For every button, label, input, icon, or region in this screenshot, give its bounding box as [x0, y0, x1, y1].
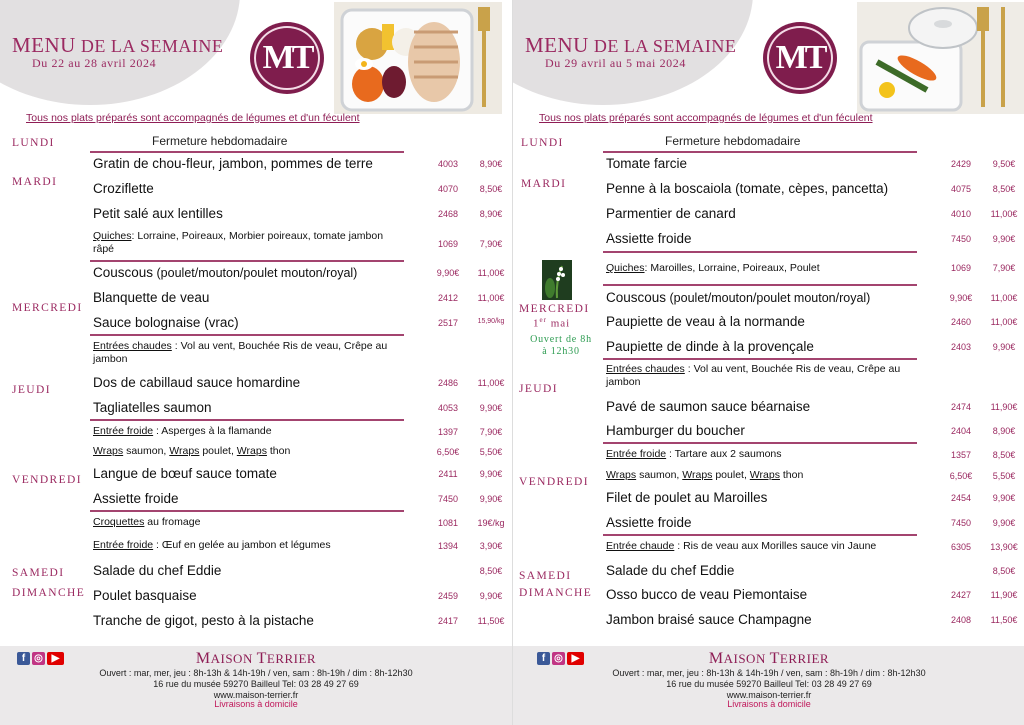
separator	[603, 284, 917, 286]
mt-logo: MT	[763, 22, 837, 94]
mt-logo: MT	[250, 22, 324, 94]
holiday-date: 1er mai	[533, 316, 571, 330]
intro-note: Tous nos plats préparés sont accompagnés de légumes et d'un féculent	[26, 112, 360, 124]
menu-dates: Du 29 avril au 5 mai 2024	[545, 56, 686, 70]
menu-title: MENU DE LA SEMAINE	[12, 33, 224, 57]
address: 16 rue du musée 59270 Bailleul Tel: 03 28 49 27 69	[153, 679, 359, 689]
separator	[90, 419, 404, 421]
day-lundi: LUNDI	[12, 137, 55, 149]
day-jeudi: JEUDI	[519, 383, 558, 395]
brand-name: MAISON TERRIER	[708, 650, 830, 667]
brand-name: MAISON TERRIER	[195, 650, 317, 667]
menu-week-1: MENU DE LA SEMAINE Du 22 au 28 avril 2024 MT Tous nos plats préparés sont accompagnés de légumes et d'un féculent LUNDI Fermeture hebdomadaire MARDI Gratin de chou-fleur, jambon, pommes de terre 4003 8,90€ Croziflette 4070 8,50€ Petit salé aux lentilles 2468 8,90€ Quiches: Lorraine, Poireaux, Morbier poireaux, tomate jambon râpé 1069 7,90€ Couscous (poulet/mouton/poulet mouton/royal) 9,90€ 11,00€ Blanquette de veau 2412 11,00€ MERCREDI Sauce bolognaise (vrac) 2517 15,90/kg Entrées chaudes : Vol au vent, Bouchée Ris de veau, Crêpe au jambon JEUDI Dos de cabillaud sauce homardine 2486 11,00€ Tagliatelles saumon 4053 9,90€ Entrée froide : Asperges à la flamande 1397 7,90€ Wraps saumon, Wraps poulet, Wraps thon 6,50€ 5,50€ VENDREDI Langue de bœuf sauce tomate 2411 9,90€ Assiette froide 7450 9,90€ Croquettes au fromage 1081 19€/kg Entrée froide : Œuf en gelée au jambon et légumes 1394 3,90€ SAMEDI Salade du chef Eddie 8,50€ DIMANCHE Poulet basquaise 2459 9,90€ Tranche de gigot, pesto à la pistache 2417 11,50€ f ◎ ▶ MAISON TERRIER Ouvert : mar, mer, jeu : 8h-13h & 14h-19h / ven, sam : 8h-19h / dim : 8h-12h30 16 rue du musée 59270 Bailleul Tel: 03 28 49 27 69 www.maison-terrier.fr Livraisons à domicile	[0, 0, 512, 725]
website-link[interactable]: www.maison-terrier.fr	[213, 690, 299, 700]
closed-note: Fermeture hebdomadaire	[152, 134, 288, 148]
day-mercredi: MERCREDI	[519, 303, 590, 315]
day-dimanche: DIMANCHE	[12, 587, 86, 599]
separator	[603, 534, 917, 536]
closed-note: Fermeture hebdomadaire	[665, 134, 801, 148]
facebook-icon[interactable]: f	[537, 652, 550, 665]
menu-week-2: MENU DE LA SEMAINE Du 29 avril au 5 mai 2024 MT Tous nos plats préparés sont accompagnés de légumes et d'un féculent LUNDI Fermeture hebdomadaire MARDI Tomate farcie 2429 9,50€ Penne à la boscaiola (tomate, cèpes, pancetta) 4075 8,50€ Parmentier de canard 4010 11,00€ Assiette froide 7450 9,90€ Quiches: Maroilles, Lorraine, Poireaux, Poulet 1069 7,90€ MERCREDI 1er mai Ouvert de 8h à 12h30 Couscous (poulet/mouton/poulet mouton/royal) 9,90€ 11,00€ Paupiette de veau à la normande 2460 11,00€ Paupiette de dinde à la provençale 2403 9,90€ Entrées chaudes : Vol au vent, Bouchée Ris de veau, Crêpe au jambon JEUDI Pavé de saumon sauce béarnaise 2474 11,90€ Hamburger du boucher 2404 8,90€ Entrée froide : Tartare aux 2 saumons 1357 8,50€ Wraps saumon, Wraps poulet, Wraps thon 6,50€ 5,50€ VENDREDI Filet de poulet au Maroilles 2454 9,90€ Assiette froide 7450 9,90€ Entrée chaude : Ris de veau aux Morilles sauce vin Jaune 6305 13,90€ SAMEDI Salade du chef Eddie 8,50€ DIMANCHE Osso bucco de veau Piemontaise 2427 11,90€ Jambon braisé sauce Champagne 2408 11,50€ f ◎ ▶ MAISON TERRIER Ouvert : mar, mer, jeu : 8h-13h & 14h-19h / ven, sam : 8h-19h / dim : 8h-12h30 16 rue du musée 59270 Bailleul Tel: 03 28 49 27 69 www.maison-terrier.fr Livraisons à domicile	[512, 0, 1024, 725]
day-samedi: SAMEDI	[12, 567, 65, 579]
day-samedi: SAMEDI	[519, 570, 572, 582]
separator	[90, 260, 404, 262]
holiday-hours: Ouvert de 8h à 12h30	[530, 334, 592, 357]
instagram-icon[interactable]: ◎	[32, 652, 45, 665]
day-vendredi: VENDREDI	[12, 474, 82, 486]
day-dimanche: DIMANCHE	[519, 587, 593, 599]
youtube-icon[interactable]: ▶	[567, 652, 584, 665]
instagram-icon[interactable]: ◎	[552, 652, 565, 665]
menu-title: MENU DE LA SEMAINE	[525, 33, 737, 57]
separator	[90, 334, 404, 336]
facebook-icon[interactable]: f	[17, 652, 30, 665]
delivery-note: Livraisons à domicile	[214, 699, 298, 709]
youtube-icon[interactable]: ▶	[47, 652, 64, 665]
intro-note: Tous nos plats préparés sont accompagnés de légumes et d'un féculent	[539, 112, 873, 124]
dish-photo	[334, 2, 502, 114]
dish-photo	[857, 2, 1024, 114]
day-jeudi: JEUDI	[12, 384, 51, 396]
address: 16 rue du musée 59270 Bailleul Tel: 03 28 49 27 69	[666, 679, 872, 689]
menu-dates: Du 22 au 28 avril 2024	[32, 56, 157, 70]
delivery-note: Livraisons à domicile	[727, 699, 811, 709]
separator	[603, 151, 917, 153]
day-lundi: LUNDI	[521, 137, 564, 149]
lily-of-the-valley-image	[542, 260, 572, 300]
website-link[interactable]: www.maison-terrier.fr	[726, 690, 812, 700]
day-vendredi: VENDREDI	[519, 476, 589, 488]
separator	[90, 151, 404, 153]
separator	[603, 251, 917, 253]
separator	[90, 510, 404, 512]
separator	[603, 358, 917, 360]
day-mardi: MARDI	[521, 178, 567, 190]
day-mercredi: MERCREDI	[12, 302, 83, 314]
separator	[603, 442, 917, 444]
footer	[513, 646, 1024, 725]
opening-hours: Ouvert : mar, mer, jeu : 8h-13h & 14h-19h / ven, sam : 8h-19h / dim : 8h-12h30	[612, 668, 926, 678]
footer	[0, 646, 512, 725]
opening-hours: Ouvert : mar, mer, jeu : 8h-13h & 14h-19h / ven, sam : 8h-19h / dim : 8h-12h30	[99, 668, 413, 678]
day-mardi: MARDI	[12, 176, 58, 188]
